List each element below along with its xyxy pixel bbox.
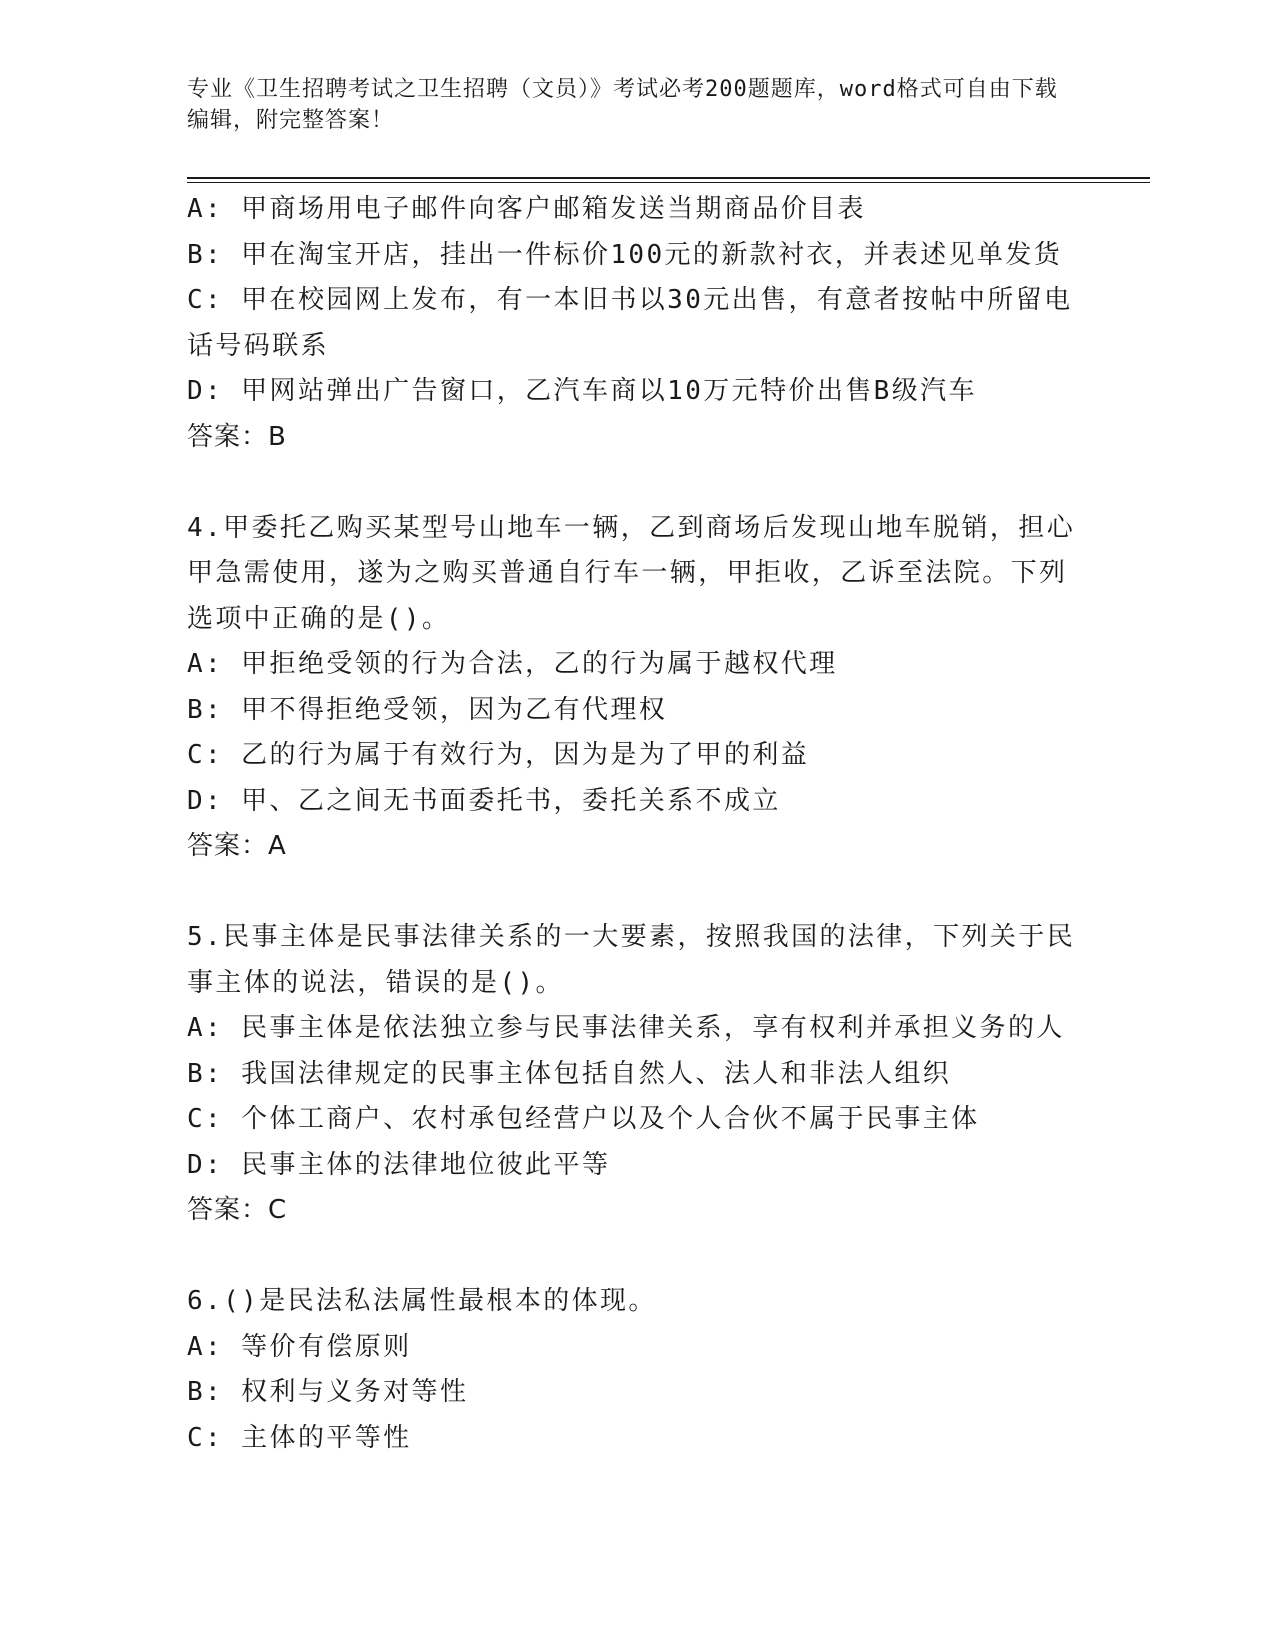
option-d: D: 甲网站弹出广告窗口，乙汽车商以10万元特价出售B级汽车 [187,376,977,406]
option-b: B: 甲在淘宝开店，挂出一件标价100元的新款衬衣，并表述见单发货 [187,239,1063,270]
spacer [187,1234,1077,1280]
question-stem: 6.()是民法私法属性最根本的体现。 [187,1286,657,1316]
option-b: B: 权利与义务对等性 [187,1377,469,1407]
question-6 [187,1279,1077,1461]
option-c: C: 个体工商户、农村承包经营户以及个人合伙不属于民事主体 [187,1104,980,1134]
spacer [187,460,1077,506]
header-divider-thin [187,182,1150,183]
option-c: C: 甲在校园网上发布，有一本旧书以30元出售，有意者按帖中所留电话号码联系 [187,285,1073,361]
option-a: A: 等价有偿原则 [187,1331,412,1362]
option-d: D: 甲、乙之间无书面委托书，委托关系不成立 [187,785,781,816]
option-c: C: 乙的行为属于有效行为，因为是为了甲的利益 [187,740,810,770]
document-header: 专业《卫生招聘考试之卫生招聘（文员）》考试必考200题题库，word格式可自由下载编辑，附完整答案！ [187,77,1058,133]
question-4 [187,506,1077,870]
option-d: D: 民事主体的法律地位彼此平等 [187,1149,611,1180]
option-b: B: 我国法律规定的民事主体包括自然人、法人和非法人组织 [187,1058,952,1089]
question-3 [187,187,1077,460]
question-stem: 4.甲委托乙购买某型号山地车一辆，乙到商场后发现山地车脱销，担心甲急需使用，遂为之购买普通自行车一辆，甲拒收，乙诉至法院。下列选项中正确的是()。 [187,512,1076,634]
option-a: A: 甲商场用电子邮件向客户邮箱发送当期商品价目表 [187,194,866,224]
answer: 答案：B [187,421,287,452]
question-list [187,187,1077,1461]
option-a: A: 民事主体是依法独立参与民事法律关系，享有权利并承担义务的人 [187,1013,1065,1043]
option-b: B: 甲不得拒绝受领，因为乙有代理权 [187,694,668,725]
question-5 [187,915,1077,1234]
option-a: A: 甲拒绝受领的行为合法，乙的行为属于越权代理 [187,649,838,679]
header-divider-thick [187,177,1150,179]
option-c: C: 主体的平等性 [187,1422,412,1453]
answer: 答案：A [187,831,287,861]
spacer [187,870,1077,916]
answer: 答案：C [187,1195,288,1225]
question-stem: 5.民事主体是民事法律关系的一大要素，按照我国的法律，下列关于民事主体的说法，错误的是()。 [187,922,1076,998]
